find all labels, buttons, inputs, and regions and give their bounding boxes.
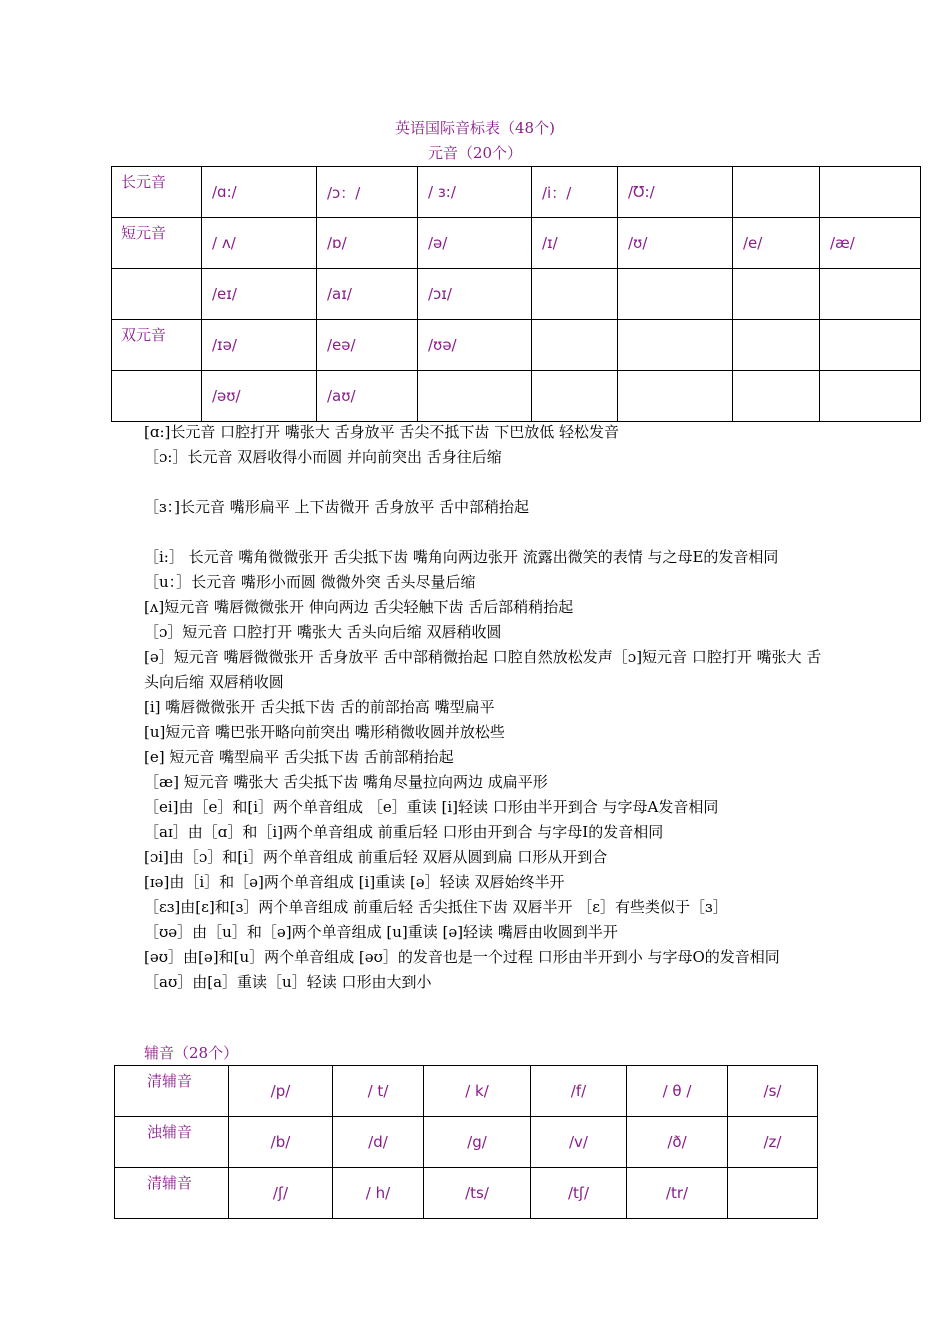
vowel-phoneme-cell: /ʊə/ [418, 320, 532, 371]
vowel-row [112, 218, 921, 269]
vowel-phoneme-cell: /i：/ [532, 167, 618, 218]
note-line: ［ɛɜ]由[ɛ]和[ɜ］两个单音组成 前重后轻 舌尖抵住下齿 双唇半开 ［ɛ］有些类似于［ɜ］ [144, 898, 728, 916]
consonant-phoneme-cell: /z/ [728, 1117, 818, 1168]
vowel-phoneme-cell: /ɔɪ/ [418, 269, 532, 320]
vowel-category-cell: 短元音 [112, 218, 202, 269]
vowel-phoneme-cell [733, 371, 820, 422]
page-title: 英语国际音标表（48个) [395, 119, 555, 137]
vowel-category-cell [112, 371, 202, 422]
note-line: [ɑ:]长元音 口腔打开 嘴张大 舌身放平 舌尖不抵下齿 下巴放低 轻松发音 [144, 423, 619, 441]
vowel-phoneme-cell [733, 167, 820, 218]
vowel-phoneme-cell [820, 320, 921, 371]
consonant-row [115, 1066, 818, 1117]
vowel-phoneme-cell: /ʊ/ [618, 218, 733, 269]
vowel-phoneme-cell [733, 320, 820, 371]
vowel-phoneme-cell [618, 269, 733, 320]
vowel-phoneme-cell: /eɪ/ [202, 269, 317, 320]
consonant-phoneme-cell: /d/ [333, 1117, 424, 1168]
vowel-row [112, 167, 921, 218]
note-line: [ʌ]短元音 嘴唇微微张开 伸向两边 舌尖轻触下齿 舌后部稍稍抬起 [144, 598, 574, 616]
vowel-phoneme-cell: /æ/ [820, 218, 921, 269]
note-line: [əʊ］由[ə]和[u］两个单音组成 [əʊ］的发音也是一个过程 口形由半开到小 与字母O的发音相同 [144, 948, 780, 966]
vowel-phoneme-cell [820, 371, 921, 422]
vowel-table [111, 166, 921, 422]
vowel-phoneme-cell [618, 320, 733, 371]
consonant-section-title: 辅音（28个） [144, 1044, 239, 1062]
consonant-phoneme-cell: / θ / [627, 1066, 728, 1117]
consonant-phoneme-cell: /f/ [531, 1066, 627, 1117]
vowel-phoneme-cell: /ɑ:/ [202, 167, 317, 218]
vowel-phoneme-cell [532, 371, 618, 422]
consonant-category-cell: 清辅音 [115, 1168, 229, 1219]
consonant-row [115, 1117, 818, 1168]
vowel-phoneme-cell: /ɒ/ [317, 218, 418, 269]
vowel-section-title: 元音（20个） [427, 144, 523, 162]
consonant-phoneme-cell: / t/ [333, 1066, 424, 1117]
note-line: [ɔi]由［ɔ］和[i］两个单音组成 前重后轻 双唇从圆到扁 口形从开到合 [144, 848, 608, 866]
vowel-phoneme-cell [618, 371, 733, 422]
vowel-phoneme-cell [532, 269, 618, 320]
note-line: [u]短元音 嘴巴张开略向前突出 嘴形稍微收圆并放松些 [144, 723, 505, 741]
vowel-row [112, 320, 921, 371]
vowel-phoneme-cell: /eə/ [317, 320, 418, 371]
note-line [144, 520, 824, 545]
consonant-phoneme-cell: /b/ [229, 1117, 333, 1168]
note-line: [i] 嘴唇微微张开 舌尖抵下齿 舌的前部抬高 嘴型扁平 [144, 698, 495, 716]
note-line: ［æ] 短元音 嘴张大 舌尖抵下齿 嘴角尽量拉向两边 成扁平形 [144, 773, 548, 791]
vowel-phoneme-cell [820, 167, 921, 218]
note-line: [e] 短元音 嘴型扁平 舌尖抵下齿 舌前部稍抬起 [144, 748, 454, 766]
vowel-phoneme-cell: /əʊ/ [202, 371, 317, 422]
consonant-phoneme-cell: /ð/ [627, 1117, 728, 1168]
consonant-row [115, 1168, 818, 1219]
vowel-phoneme-cell [418, 371, 532, 422]
consonant-phoneme-cell [728, 1168, 818, 1219]
vowel-row [112, 371, 921, 422]
vowel-phoneme-cell: /ɔ：/ [317, 167, 418, 218]
note-line: ［aɪ］由［ɑ］和［i]两个单音组成 前重后轻 口形由开到合 与字母I的发音相同 [144, 823, 664, 841]
vowel-phoneme-cell: / ʌ/ [202, 218, 317, 269]
vowel-phoneme-cell: /aʊ/ [317, 371, 418, 422]
vowel-phoneme-cell [532, 320, 618, 371]
consonant-phoneme-cell: /tr/ [627, 1168, 728, 1219]
vowel-phoneme-cell: /e/ [733, 218, 820, 269]
pronunciation-notes [144, 420, 824, 995]
vowel-phoneme-cell: / ɜ:/ [418, 167, 532, 218]
consonant-phoneme-cell: /ʃ/ [229, 1168, 333, 1219]
note-line: ［ɔ］短元音 口腔打开 嘴张大 舌头向后缩 双唇稍收圆 [144, 623, 502, 641]
vowel-phoneme-cell [820, 269, 921, 320]
note-line: ［ei]由［e］和[i］两个单音组成 ［e］重读 [i]轻读 口形由半开到合 与字母A发音相同 [144, 798, 719, 816]
consonant-category-cell: 清辅音 [115, 1066, 229, 1117]
vowel-category-cell: 双元音 [112, 320, 202, 371]
vowel-phoneme-cell: /Ʊ:/ [618, 167, 733, 218]
note-line [144, 470, 824, 495]
consonant-phoneme-cell: /p/ [229, 1066, 333, 1117]
consonant-phoneme-cell: /v/ [531, 1117, 627, 1168]
vowel-phoneme-cell: /aɪ/ [317, 269, 418, 320]
consonant-phoneme-cell: / h/ [333, 1168, 424, 1219]
vowel-category-cell [112, 269, 202, 320]
vowel-row [112, 269, 921, 320]
note-line: ［ɔ:］长元音 双唇收得小而圆 并向前突出 舌身往后缩 [144, 448, 502, 466]
note-line: ［ʊə］由［u］和［ə]两个单音组成 [u]重读 [ə]轻读 嘴唇由收圆到半开 [144, 923, 618, 941]
note-line: [ə］短元音 嘴唇微微张开 舌身放平 舌中部稍微抬起 口腔自然放松发声［ɔ]短元音 口腔打开 嘴张大 舌头向后缩 双唇稍收圆 [144, 648, 822, 691]
note-line: ［aʊ］由[a］重读［u］轻读 口形由大到小 [144, 973, 432, 991]
consonant-phoneme-cell: /s/ [728, 1066, 818, 1117]
note-line: [ɪə]由［i］和［ə]两个单音组成 [i]重读 [ə］轻读 双唇始终半开 [144, 873, 565, 891]
note-line: ［i:］ 长元音 嘴角微微张开 舌尖抵下齿 嘴角向两边张开 流露出微笑的表情 与之母E的发音相同 [144, 548, 779, 566]
consonant-phoneme-cell: / k/ [424, 1066, 531, 1117]
consonant-phoneme-cell: /g/ [424, 1117, 531, 1168]
consonant-table [114, 1065, 818, 1219]
vowel-phoneme-cell [733, 269, 820, 320]
vowel-phoneme-cell: /ɪə/ [202, 320, 317, 371]
note-line: ［u：］长元音 嘴形小而圆 微微外突 舌头尽量后缩 [144, 573, 476, 591]
vowel-category-cell: 长元音 [112, 167, 202, 218]
consonant-category-cell: 浊辅音 [115, 1117, 229, 1168]
vowel-phoneme-cell: /ɪ/ [532, 218, 618, 269]
consonant-phoneme-cell: /tʃ/ [531, 1168, 627, 1219]
consonant-phoneme-cell: /ts/ [424, 1168, 531, 1219]
note-line: ［ɜ：]长元音 嘴形扁平 上下齿微开 舌身放平 舌中部稍抬起 [144, 498, 530, 516]
vowel-phoneme-cell: /ə/ [418, 218, 532, 269]
